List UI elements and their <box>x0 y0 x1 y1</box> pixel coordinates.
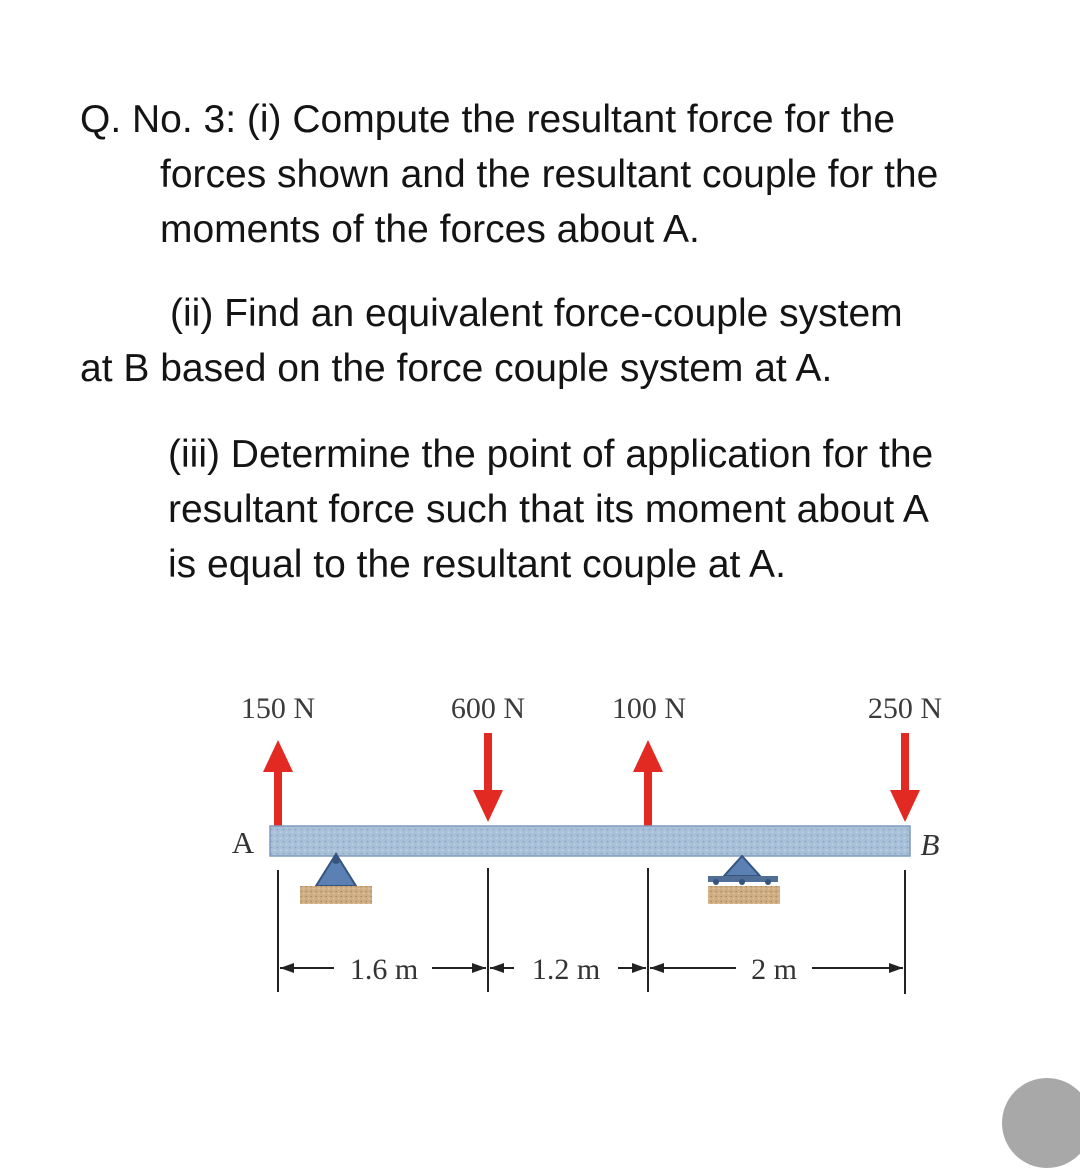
force-label-600: 600 N <box>450 692 526 725</box>
force-arrow-150 <box>263 740 293 826</box>
roller-support <box>708 856 780 904</box>
force-arrow-250 <box>890 733 920 822</box>
force-arrow-600 <box>473 733 503 822</box>
pin-support <box>300 854 372 904</box>
dimension-label-3: 2 m <box>751 953 797 986</box>
point-a-label: A <box>231 825 255 860</box>
question-part1-line3: moments of the forces about A. <box>160 208 700 251</box>
point-b-label: B <box>920 827 940 862</box>
force-label-250: 250 N <box>867 692 943 725</box>
question-part2-line2: at B based on the force couple system at A. <box>80 347 833 390</box>
question-part3-line2: resultant force such that its moment about A <box>168 488 929 531</box>
dimension-label-1: 1.6 m <box>349 953 419 986</box>
question-part1-line1: Q. No. 3: (i) Compute the resultant force for the <box>80 98 896 141</box>
force-arrow-100 <box>633 740 663 826</box>
force-label-100: 100 N <box>611 692 687 725</box>
question-part3-line1: (iii) Determine the point of application for the <box>168 433 934 476</box>
question-part3-line3: is equal to the resultant couple at A. <box>168 543 786 586</box>
question-part2-line1: (ii) Find an equivalent force-couple system <box>170 292 903 335</box>
scroll-button[interactable] <box>1002 1078 1080 1168</box>
force-label-150: 150 N <box>240 692 316 725</box>
dimension-label-2: 1.2 m <box>531 953 601 986</box>
beam <box>270 826 910 856</box>
question-part1-line2: forces shown and the resultant couple for the <box>160 153 939 196</box>
